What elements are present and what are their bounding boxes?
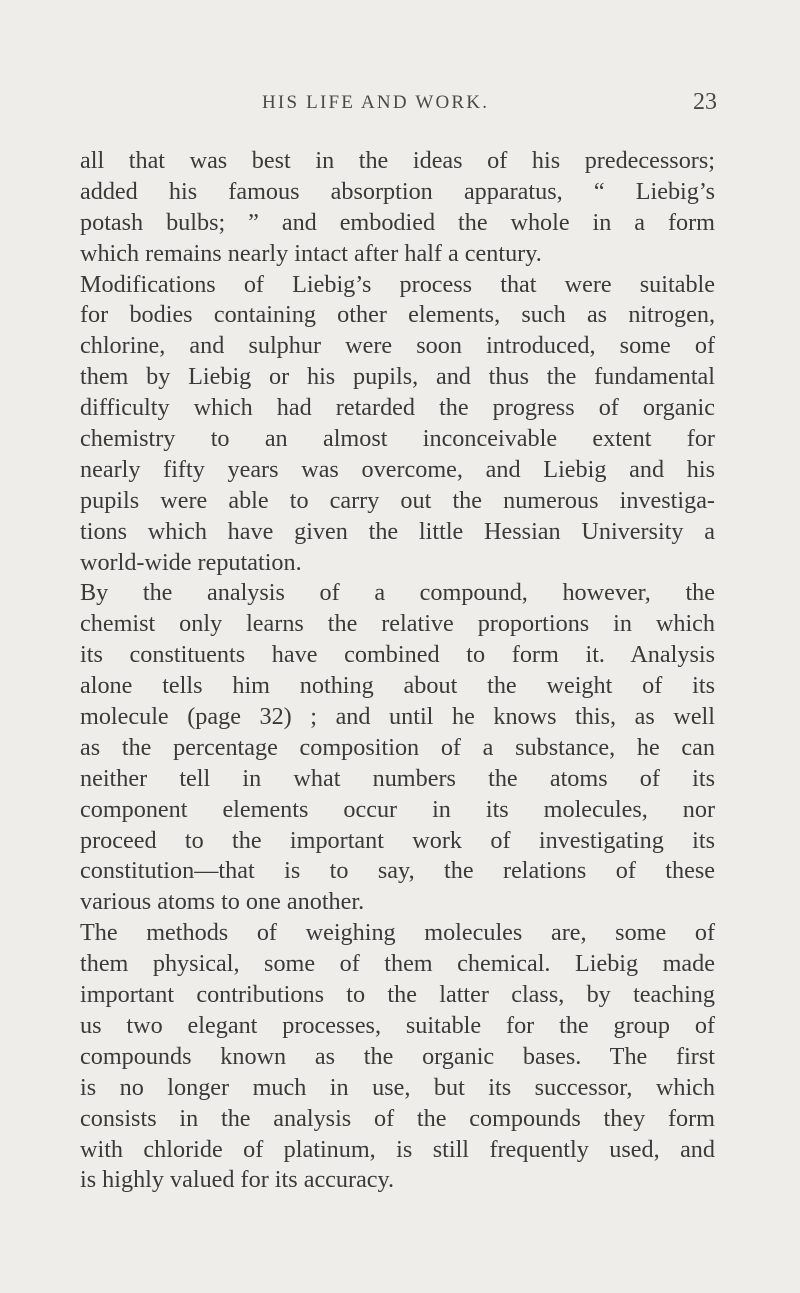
text-line: its constituents have combined to form it. Analysis [80, 641, 715, 669]
text-line: which remains nearly intact after half a century. [80, 239, 542, 267]
text-line: chlorine, and sulphur were soon introduced, some of [80, 332, 715, 360]
text-line: with chloride of platinum, is still frequently used, and [80, 1135, 715, 1163]
text-line: nearly fifty years was overcome, and Liebig and his [80, 455, 715, 483]
text-line: us two elegant processes, suitable for the group of [80, 1011, 715, 1039]
text-line: added his famous absorption apparatus, “ Liebig’s [80, 177, 715, 205]
text-line: various atoms to one another. [80, 888, 365, 916]
text-line: neither tell in what numbers the atoms of its [80, 764, 715, 792]
text-line: as the percentage composition of a substance, he can [80, 733, 715, 761]
page-number: 23 [693, 89, 717, 115]
text-line: pupils were able to carry out the numerous investiga- [80, 486, 715, 514]
running-head [0, 89, 800, 122]
text-line: tions which have given the little Hessian University a [80, 517, 715, 545]
text-line: component elements occur in its molecules, nor [80, 795, 715, 823]
text-line: molecule (page 32) ; and until he knows this, as well [80, 703, 715, 731]
text-line: is no longer much in use, but its successor, which [80, 1073, 715, 1101]
text-line: proceed to the important work of investigating its [80, 826, 715, 854]
text-line: world-wide reputation. [80, 548, 302, 576]
text-line: for bodies containing other elements, such as nitrogen, [80, 301, 715, 329]
text-line: is highly valued for its accuracy. [80, 1166, 395, 1194]
text-line: alone tells him nothing about the weight of its [80, 672, 715, 700]
text-line: them by Liebig or his pupils, and thus the fundamental [80, 363, 715, 391]
running-title: HIS LIFE AND WORK. [262, 92, 490, 113]
text-line: By the analysis of a compound, however, the [80, 579, 715, 607]
text-line: difficulty which had retarded the progress of organic [80, 394, 715, 422]
text-line: chemistry to an almost inconceivable extent for [80, 425, 715, 453]
text-line: chemist only learns the relative proportions in which [80, 610, 715, 638]
text-line: The methods of weighing molecules are, some of [80, 919, 715, 947]
text-line: consists in the analysis of the compounds they form [80, 1104, 715, 1132]
text-line: compounds known as the organic bases. The first [80, 1042, 715, 1070]
text-line: potash bulbs; ” and embodied the whole in a form [80, 208, 715, 236]
text-line: important contributions to the latter class, by teaching [80, 981, 715, 1009]
body-text [80, 146, 715, 1196]
text-line: them physical, some of them chemical. Liebig made [80, 950, 715, 978]
text-line: constitution—that is to say, the relations of these [80, 857, 715, 885]
text-line: all that was best in the ideas of his predecessors; [80, 147, 715, 174]
text-line: Modifications of Liebig’s process that were suitable [80, 270, 715, 298]
